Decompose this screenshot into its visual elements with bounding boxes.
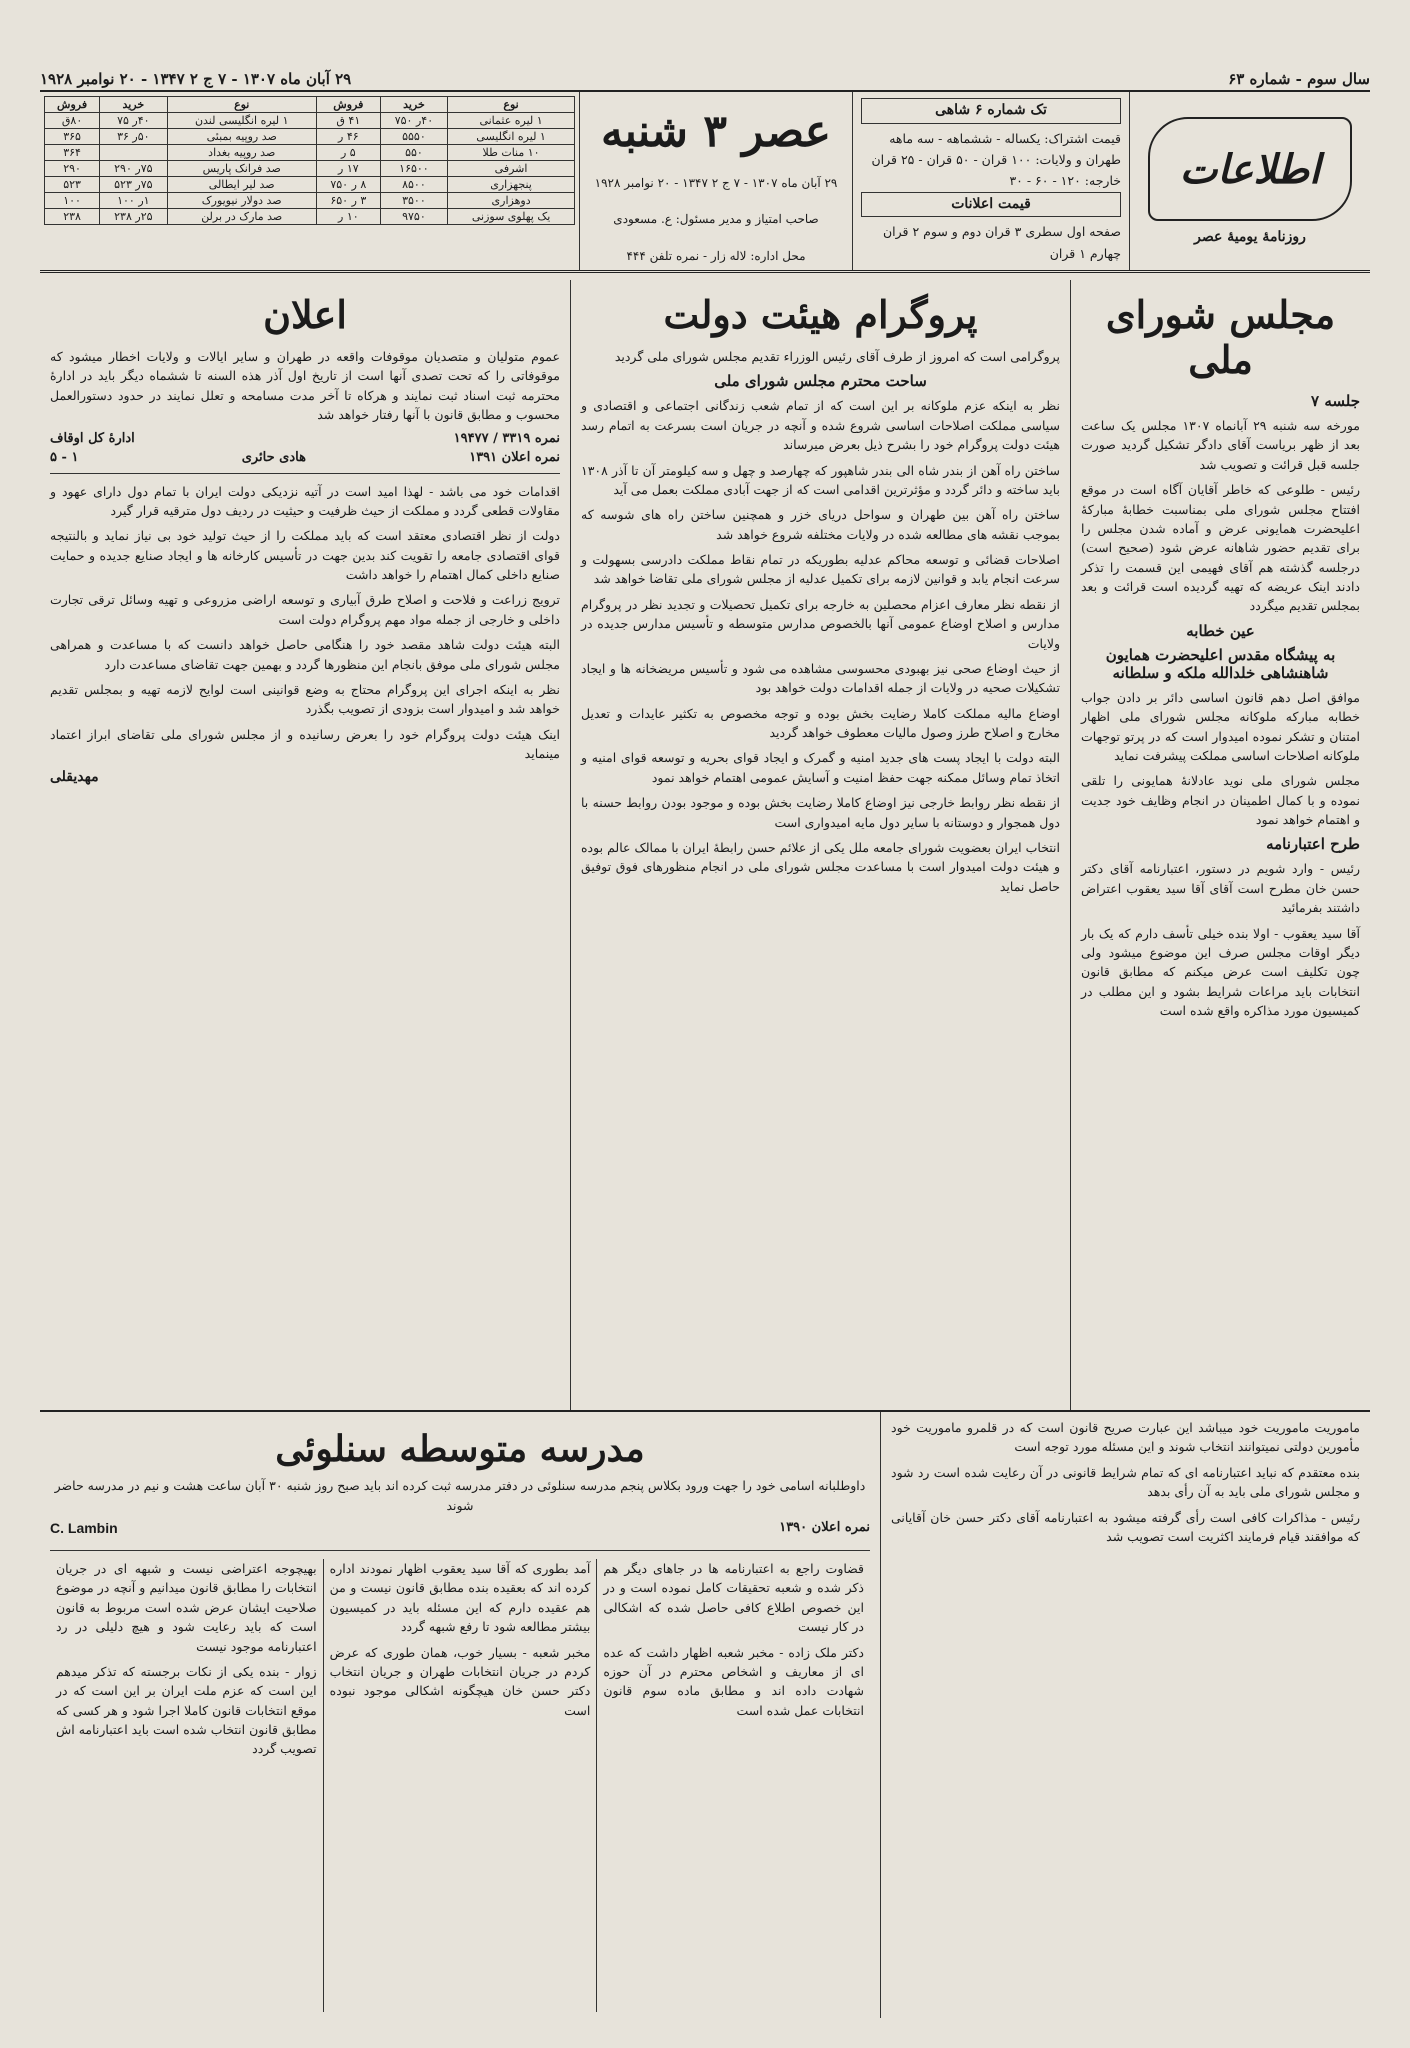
bottom-col-1 [596, 1559, 870, 2012]
school-title: مدرسه متوسطه سنلوئی [275, 1428, 645, 1470]
rates-cell: ۱۰ منات طلا [448, 145, 575, 161]
program-title: پروگرام هیئت دولت [663, 292, 978, 337]
rates-header-row [45, 97, 575, 113]
program-signature: مهدیقلی [50, 769, 99, 786]
rates-row [45, 193, 575, 209]
majlis-paragraph: موافق اصل دهم قانون اساسی دائر بر دادن جواب خطابه مبارکه ملوکانه مجلس شورای ملی اظهار امتنان و تشکر نموده امیدوار است که در پرتو توجهات ملوکانه اصلاحات اساسی مملکت پیشرفت نماید [1081, 689, 1360, 763]
rates-cell: ۷۵ر ۵۲۳ [100, 177, 167, 193]
rates-cell: ۷۵ر ۲۹۰ [100, 161, 167, 177]
rates-cell: ۱۷ ر [316, 161, 380, 177]
rates-cell: صد روپیه بغداد [167, 145, 316, 161]
rates-cell: ۱۶۵۰۰ [380, 161, 447, 177]
rates-row [45, 209, 575, 225]
rates-header: خرید [100, 97, 167, 113]
title-block [579, 92, 852, 270]
date-line: ۲۹ آبان ماه ۱۳۰۷ - ۷ ج ۲ ۱۳۴۷ - ۲۰ نوامبر ۱۹۲۸ [594, 176, 838, 191]
bottom-paragraph: بهیچوجه اعتراضی نیست و شبهه ای در جریان انتخابات را مطابق قانون میدانیم و آنچه در موضوع صلاحیت ایشان عرض شده است مربوط به قانون است که باید رعایت شود و هیچ دلیلی در رد اعتبارنامه موجود نیست [55, 1561, 317, 1654]
bottom-right-column [880, 1412, 1370, 2018]
notice-column [40, 280, 570, 1410]
program-paragraph: از نقطه نظر روابط خارجی نیز اوضاع کاملا رضایت بخش بوده و موجود بودن روابط حسنه با دول همجوار و دوستانه با سایر دول مایه امیدواری است [581, 795, 1060, 830]
notice-office: ادارهٔ کل اوقاف [50, 430, 135, 446]
bottom-wide-block [40, 1412, 880, 2018]
rates-table [44, 96, 575, 225]
rates-cell: ۲۵ر ۲۳۸ [100, 209, 167, 225]
rates-cell: ۲۳۸ [45, 209, 100, 225]
school-meta [50, 1520, 870, 1536]
majlis-column [1070, 280, 1370, 1410]
rates-cell: یک پهلوی سوزنی [448, 209, 575, 225]
rates-cell: ۱ لیره انگلیسی [448, 129, 575, 145]
bottom-columns [50, 1559, 870, 2012]
rates-header: نوع [167, 97, 316, 113]
rates-cell: پنجهزاری [448, 177, 575, 193]
notice-signer: هادی حائری [241, 449, 306, 465]
rates-row [45, 145, 575, 161]
program-column [570, 280, 1070, 1410]
speech-title: عین خطابه [1186, 621, 1255, 640]
program-paragraph: نظر به اینکه عزم ملوکانه بر این است که از تمام شعب زندگانی اجتماعی و اقتصادی و سیاسی مملکت اصلاحات اساسی شروع شده و آنچه در جریان است بسرعت به اتمام رسد هیئت دولت پروگرام خود را بشرح ذیل بعرض میرساند [581, 398, 1060, 453]
majlis-title: مجلس شورای ملی [1105, 292, 1336, 382]
program-paragraph: انتخاب ایران بعضویت شورای جامعه ملل یکی از علائم حسن رابطهٔ ایران با ممالک عالم بوده و هیئت دولت امیدوار است با مساعدت مجلس شورای ملی در انجام منظورهای فوق توفیق حاصل نماید [581, 839, 1060, 894]
bottom-paragraph: آمد بطوری که آقا سید یعقوب اظهار نمودند اداره کرده اند که بعقیده بنده مطابق قانون نیست و من هم عقیده دارم که این مسئله باید در کمیسیون بیشتر مطالعه شود تا رفع شبهه گردد [329, 1561, 591, 1635]
rates-body [45, 113, 575, 225]
rates-cell: اشرفی [448, 161, 575, 177]
program-paragraph: اصلاحات قضائی و توسعه محاکم عدلیه بطوریکه در تمام نقاط مملکت دادرسی بسهولت و سرعت انجام یابد و قوانین لازمه برای تکمیل عدلیه از مجلس شورای ملی تقاضا خواهد شد [581, 552, 1060, 587]
divider [50, 473, 560, 474]
rates-cell: صد روپیه بمبئی [167, 129, 316, 145]
rates-cell: ۳۶۵ [45, 129, 100, 145]
rates-header: خرید [380, 97, 447, 113]
rates-cell: ۱۰ ر [316, 209, 380, 225]
ad-price-title: قیمت اعلانات [861, 192, 1121, 218]
date-top: ۲۹ آبان ماه ۱۳۰۷ - ۷ ج ۲ ۱۳۴۷ - ۲۰ نوامبر ۱۹۲۸ [40, 70, 352, 88]
bottom-paragraph: بنده معتقدم که نباید اعتبارنامه ای که تمام شرایط قانونی در آن رعایت شده است رد شود و مجلس شورای ملی باید به آن رأی بدهد [891, 1464, 1360, 1500]
rates-cell: ۵۵۵۰ [380, 129, 447, 145]
notice-paragraph: اقدامات خود می باشد - لهذا امید است در آتیه نزدیکی دولت ایران با تمام دول دارای عهود و مقاولات قطعی گردد و مملکت از حیث ظرفیت و حیثیت در ردیف دول مترقیه قرار گیرد [50, 483, 560, 518]
majlis-paragraph: رئیس - وارد شویم در دستور، اعتبارنامه آقای دکتر حسن خان مطرح است آقای آقا سید یعقوب اعتراض داشتند بفرمائید [1081, 861, 1360, 916]
bottom-col-3 [50, 1559, 323, 2012]
school-signature: C. Lambin [50, 1520, 118, 1536]
majlis-paragraph: رئیس - طلوعی که خاطر آقایان آگاه است در موقع افتتاح مجلس شورای ملی بمناسبت خطابهٔ مبارکهٔ اعلیحضرت همایونی عرض و آماده شدن مجلس را برای تقدیم حضور شاهانه عرض شود (صحیح است) درجلسه گذشته هم آقای فهیمی این قسمت را تذکر دادند اینک عریضه که تهیه گردیده است قرائت و بعد بمجلس تقدیم میگردد [1081, 482, 1360, 614]
program-address: ساحت محترم مجلس شورای ملی [714, 372, 927, 391]
bottom-paragraph: دکتر ملک زاده - مخبر شعبه اظهار داشت که عده ای از معاریف و اشخاص محترم در آن حوزه شهادت داده اند و مطابق ماده سوم قانون انتخابات عمل شده است [603, 1644, 864, 1718]
rates-row [45, 177, 575, 193]
office-line: محل اداره: لاله زار - نمره تلفن ۴۴۴ [626, 248, 806, 263]
notice-title: اعلان [263, 292, 347, 337]
bottom-paragraph: رئیس - مذاکرات کافی است رأی گرفته میشود به اعتبارنامه آقای دکتر حسن خان آقایانی که موافقند قیام فرمایند اکثریت است تصویب شد [891, 1509, 1360, 1544]
newspaper-logo: اطلاعات [1148, 117, 1352, 221]
majlis-paragraph: مجلس شورای ملی نوید عادلانهٔ همایونی را تلقی نموده و با کمال اطمینان در انجام وظایف خود جدیت و اهتمام خواهد نمود [1081, 773, 1360, 827]
rates-cell: ۵۲۳ [45, 177, 100, 193]
subscription-block [852, 92, 1129, 270]
bottom-paragraph: زوار - بنده یکی از نکات برجسته که تذکر میدهم این است که عزم ملت ایران بر این است که در موقع انتخابات قانون کاملا اجرا شود و هر کسی که مطابق قانون انتخاب شده است باید اعتبارنامه اش تصویب گردد [55, 1663, 317, 1757]
program-paragraph: ساختن راه آهن از بندر شاه الی بندر شاهپور که چهارصد و چهل و سه کیلومتر آن تا آذر ۱۳۰۸ باید ساخته و دائر گردد و مؤثرترین اقدامی است که از جهت آبادی مملکت بعمل می آید [581, 462, 1060, 497]
rates-row [45, 129, 575, 145]
rates-cell: ۴۶ ر [316, 129, 380, 145]
rates-cell: ۸۰ق [45, 113, 100, 129]
speech-subtitle: به پیشگاه مقدس اعلیحضرت همایون شاهنشاهی خلدالله ملکه و سلطانه [1105, 645, 1336, 682]
rates-cell: ۳۵۰۰ [380, 193, 447, 209]
program-paragraph: البته دولت با ایجاد پست های جدید امنیه و گمرک و ایجاد قوای بحریه و توسعه قوای امنیه و اتخاذ تمام وسائل ممکنه جهت حفظ امنیت و آسایش عمومی اهتمام خواهد نمود [581, 750, 1060, 785]
notice-range: ۱ - ۵ [50, 449, 79, 465]
rates-cell: ۵۰ر ۳۶ [100, 129, 167, 145]
rates-cell: ۴۰ر ۷۵ [100, 113, 167, 129]
rates-cell: ۱ر ۱۰۰ [100, 193, 167, 209]
owner-line: صاحب امتیاز و مدیر مسئول: ع. مسعودی [613, 212, 819, 227]
notice-meta [50, 431, 560, 446]
main-columns [40, 280, 1370, 1412]
logo-block [1129, 92, 1370, 270]
rates-header: نوع [448, 97, 575, 113]
subscription-title: قیمت اشتراک: یکساله - ششماهه - سه ماهه [889, 130, 1121, 146]
subscription-tehran: طهران و ولایات: ۱۰۰ قران - ۵۰ قران - ۲۵ قران [871, 152, 1121, 168]
day-title: عصر ۳ شنبه [601, 106, 831, 157]
rates-cell: ۱ لیره انگلیسی لندن [167, 113, 316, 129]
ad-price-detail: صفحه اول سطری ۳ قران دوم و سوم ۲ قران چهارم ۱ قران [882, 224, 1121, 261]
bottom-col-2 [323, 1559, 597, 2012]
exchange-rates [40, 92, 579, 270]
bottom-paragraph: مخبر شعبه - بسیار خوب، همان طوری که عرض کردم در جریان انتخابات طهران و جریان انتخاب دکتر حسن خان هیچگونه اشکالی موجود نبوده است [329, 1644, 591, 1718]
notice-paragraph: دولت از نظر اقتصادی معتقد است که باید مملکت را از حیث تولید خود بی نیاز نماید و بالنتیجه قوای اقتصادی جامعه را تقویت کند بدین جهت در تأسیس کارخانه ها و ایجاد صنایع جدیده و حمایت صنایع داخلی کمال اهتمام را خواهد داشت [50, 528, 560, 582]
notice-paragraph: اینک هیئت دولت پروگرام خود را بعرض رسانیده و از مجلس شورای ملی تقاضای ابراز اعتماد مینماید [50, 726, 560, 761]
rates-row [45, 161, 575, 177]
rates-cell: صد فرانک پاریس [167, 161, 316, 177]
notice-number: نمره ۳۳۱۹ / ۱۹۴۷۷ [453, 430, 560, 446]
rates-cell: ۸۵۰۰ [380, 177, 447, 193]
majlis-paragraph: مورخه سه شنبه ۲۹ آبانماه ۱۳۰۷ مجلس یک ساعت بعد از ظهر بریاست آقای دادگر تشکیل گردید صورت جلسه قبل قرائت و تصویب شد [1081, 418, 1360, 472]
rates-cell: صد مارک در برلن [167, 209, 316, 225]
rates-cell: ۱ لیره عثمانی [448, 113, 575, 129]
rates-header: فروش [316, 97, 380, 113]
masthead [40, 90, 1370, 273]
rates-cell: ۲۹۰ [45, 161, 100, 177]
notice-paragraph: البته هیئت دولت شاهد مقصد خود را هنگامی حاصل خواهد دانست که با مساعدت و همراهی مجلس شورای ملی موفق بانجام این منظورها گردد و بهمین جهت تقاضای مساعدت دارد [50, 637, 560, 672]
rates-cell: ۸ ر ۷۵۰ [316, 177, 380, 193]
session-number: جلسه ۷ [1311, 392, 1360, 410]
notice-paragraph: عموم متولیان و متصدیان موقوفات واقعه در طهران و سایر ایالات و ولایات اخطار میشود که موقوفاتی را که تحت تصدی آنها است از تاریخ اول آذر هذه السنه تا ششماه دیگر باید در ادارهٔ محترمه ثبت اسناد ثبت نمایند و هرکاه تا آخر مدت مسامحه و تعلل نمایند در حدود دستورالعمل محسوب و مطابق قانون با آنها رفتار خواهد شد [50, 349, 560, 423]
rates-cell: صد دولار نیویورک [167, 193, 316, 209]
rates-cell: صد لیر ایطالی [167, 177, 316, 193]
bottom-section [40, 1412, 1370, 2018]
rates-cell: ۱۰۰ [45, 193, 100, 209]
majlis-paragraph: آقا سید یعقوب - اولا بنده خیلی تأسف دارم که یک بار دیگر اوقات مجلس صرف این موضوع میشود ولی چون تکلیف است عرض میکنم که مطابق قانون انتخابات باید مراعات شرایط بشود و این مطلب در کمیسیون مورد مذاکره واقع شده است [1081, 925, 1360, 1018]
notice-paragraph: نظر به اینکه اجرای این پروگرام محتاج به وضع قوانینی است لوایح لازمه تهیه و بمجلس تقدیم خواهد شد و امیدوار است بزودی از تصویب بگذرد [50, 681, 560, 717]
program-paragraph: از حیث اوضاع صحی نیز بهبودی محسوسی مشاهده می شود و تأسیس مریضخانه ها و ایجاد تشکیلات صحیه در ولایات از جمله اقدامات دولت خواهد بود [581, 660, 1060, 696]
bottom-paragraph: ماموریت ماموریت خود میباشد این عبارت صریح قانون است که در قلمرو ماموریت خود مأمورین دولتی نمیتوانند انتخاب شوند و این مسئله مورد توجه است [891, 1420, 1360, 1455]
notice-meta-2 [50, 450, 560, 465]
rates-cell: ۴۰ر ۷۵۰ [380, 113, 447, 129]
top-line [40, 70, 1370, 88]
rates-cell: ۴۱ ق [316, 113, 380, 129]
rates-cell: ۳۶۴ [45, 145, 100, 161]
rates-header: فروش [45, 97, 100, 113]
rates-cell [100, 145, 167, 161]
credentials-title: طرح اعتبارنامه [1266, 835, 1360, 854]
rates-cell: ۹۷۵۰ [380, 209, 447, 225]
year-issue: سال سوم - شماره ۶۳ [1228, 70, 1370, 88]
rates-row [45, 113, 575, 129]
school-ad-number: نمره اعلان ۱۳۹۰ [779, 1520, 870, 1535]
program-paragraph: از نقطه نظر معارف اعزام محصلین به خارجه برای تکمیل تحصیلات و تجدید نظر در پروگرام مدارس و اصلاح اوضاع عمومی آنها بالخصوص مدارس متوسطه و تأسیس مدارس جدیده در ولایات [581, 596, 1060, 651]
single-issue-price: تک شماره ۶ شاهی [861, 98, 1121, 124]
notice-paragraph: ترویج زراعت و فلاحت و اصلاح طرق آبیاری و توسعه اراضی مزروعی و تهیه وسائل ترقی تجارت داخلی و خارجی از جمله مواد مهم پروگرام دولت است [50, 592, 560, 627]
rates-cell: دوهزاری [448, 193, 575, 209]
program-paragraph: اوضاع مالیه مملکت کاملا رضایت بخش بوده و توجه مخصوص به تکثیر عایدات و تعدیل مخارج و اصلاح طرز وصول مالیات معطوف خواهد گردید [581, 705, 1060, 740]
program-paragraph: ساختن راه آهن بین طهران و سواحل دریای خزر و همچنین ساختن راه های شوسه که بموجب نقشه های مطالعه شده در ولایات مختلفه شروع خواهد شد [581, 507, 1060, 542]
notice-ad-number: نمره اعلان ۱۳۹۱ [469, 449, 560, 465]
rates-cell: ۵۵۰ [380, 145, 447, 161]
subscription-abroad: خارجه: ۱۲۰ - ۶۰ - ۳۰ [1009, 173, 1121, 189]
school-text: داوطلبانه اسامی خود را جهت ورود بکلاس پنجم مدرسه سنلوئی در دفتر مدرسه ثبت کرده اند باید صبح روز شنبه ۳۰ آبان ساعت هشت و نیم در مدرسه حاضر شوند [54, 1478, 866, 1513]
rates-cell: ۵ ر [316, 145, 380, 161]
rates-cell: ۳ ر ۶۵۰ [316, 193, 380, 209]
bottom-paragraph: قضاوت راجع به اعتبارنامه ها در جاهای دیگر هم ذکر شده و شعبه تحقیقات کامل نموده است و در این خصوص اطلاع کافی حاصل شده که اشکالی در کار نیست [603, 1561, 864, 1635]
program-intro: پروگرامی است که امروز از طرف آقای رئیس الوزراء تقدیم مجلس شورای ملی گردید [614, 349, 1060, 364]
logo-subtitle: روزنامهٔ یومیهٔ عصر [1194, 229, 1306, 245]
school-ad [50, 1418, 870, 1551]
